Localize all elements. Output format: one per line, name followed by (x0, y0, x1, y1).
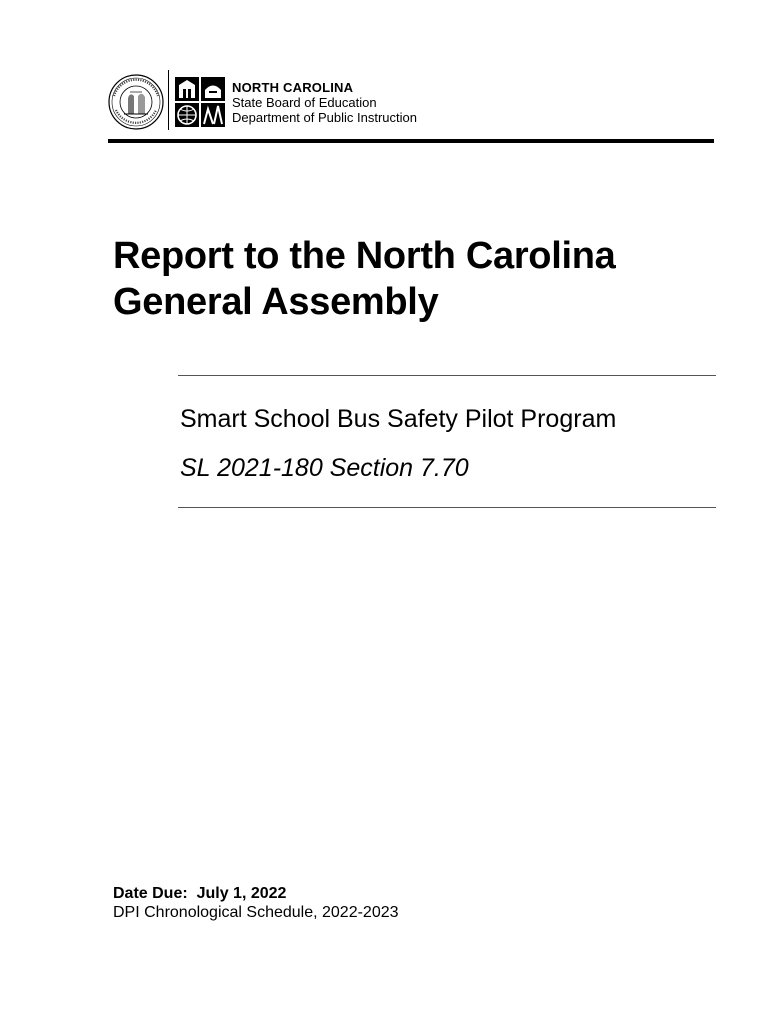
session-law-reference: SL 2021-180 Section 7.70 (180, 454, 469, 482)
letterhead (108, 70, 718, 134)
due-date-label: Date Due: (113, 885, 188, 902)
board-name: State Board of Education (232, 95, 377, 110)
header-divider (168, 70, 169, 130)
report-title-line-1: Report to the North Carolina (113, 235, 616, 277)
due-date-block (113, 884, 399, 922)
subtitle-top-rule (178, 375, 716, 376)
organization-name (232, 80, 417, 125)
due-date-line (113, 884, 399, 903)
dpi-logo-icon (174, 76, 226, 128)
chronological-schedule: DPI Chronological Schedule, 2022-2023 (113, 904, 399, 921)
program-name: Smart School Bus Safety Pilot Program (180, 405, 617, 433)
report-title (113, 233, 713, 325)
state-seal-icon (108, 74, 164, 130)
report-title-line-2: General Assembly (113, 281, 439, 323)
state-name: NORTH CAROLINA (232, 80, 354, 95)
due-date-value: July 1, 2022 (196, 885, 287, 902)
subtitle-bottom-rule (178, 507, 716, 508)
header-rule (108, 139, 714, 143)
department-name: Department of Public Instruction (232, 110, 417, 125)
